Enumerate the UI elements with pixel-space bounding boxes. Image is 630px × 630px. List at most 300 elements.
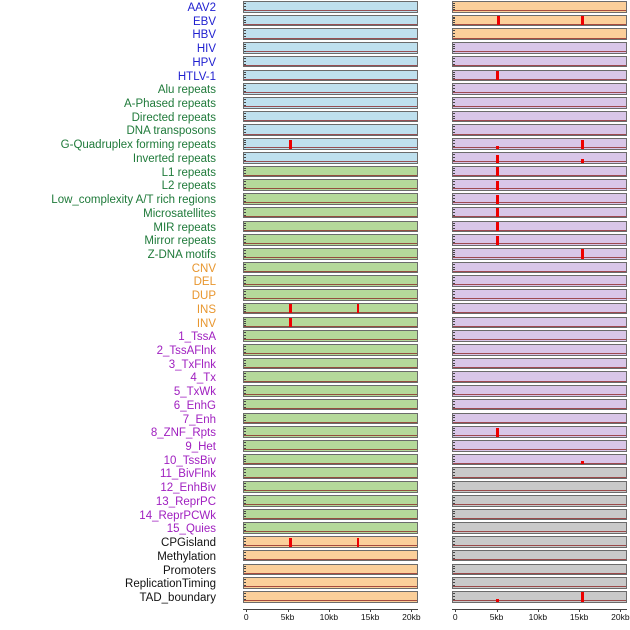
track-plot-area (244, 565, 417, 575)
y-tick-mark (244, 264, 246, 265)
y-tick-mark (244, 269, 246, 270)
y-tick-mark (453, 113, 455, 114)
y-tick-mark (453, 409, 455, 410)
y-tick-mark (244, 382, 246, 383)
x-tick-label: 5kb (280, 611, 295, 622)
y-tick-mark (453, 3, 455, 4)
y-tick-mark (244, 555, 246, 556)
x-tick-label: 20kb (402, 611, 421, 622)
track-left (243, 577, 418, 589)
track-left (243, 166, 418, 178)
y-tick-mark (244, 149, 246, 150)
track-plot-area (244, 304, 417, 314)
baseline (453, 271, 626, 272)
track-plot-area (244, 139, 417, 149)
y-tick-mark (244, 483, 246, 484)
y-tick-mark (244, 225, 246, 226)
track-right (452, 399, 627, 411)
y-tick-mark (244, 533, 246, 534)
track-plot-area (453, 208, 626, 218)
y-tick-mark (453, 184, 455, 185)
y-tick-mark (453, 541, 455, 542)
y-tick-mark (244, 313, 246, 314)
baseline (244, 298, 417, 299)
y-tick-mark (453, 319, 455, 320)
baseline (244, 326, 417, 327)
y-tick-mark (244, 72, 246, 73)
y-tick-mark (453, 313, 455, 314)
y-tick-mark (244, 6, 246, 7)
track-plot-area (244, 578, 417, 588)
baseline (453, 586, 626, 587)
track-plot-area (244, 290, 417, 300)
y-tick-mark (244, 478, 246, 479)
track-plot-area (244, 537, 417, 547)
track-plot-area (453, 98, 626, 108)
track-plot-area (453, 112, 626, 122)
track-plot-area (453, 276, 626, 286)
baseline (244, 271, 417, 272)
y-tick-mark (453, 390, 455, 391)
track-right (452, 440, 627, 452)
y-tick-mark (453, 36, 455, 37)
y-tick-mark (244, 3, 246, 4)
track-label: 11_BivFlnk (159, 468, 216, 481)
y-tick-mark (453, 297, 455, 298)
track-plot-area (453, 359, 626, 369)
track-label: 2_TssAFlnk (156, 345, 216, 357)
y-tick-mark (244, 560, 246, 561)
track-left (243, 248, 418, 260)
y-tick-mark (453, 459, 455, 460)
peak-bar (497, 16, 499, 25)
y-tick-mark (453, 66, 455, 67)
track-right (452, 207, 627, 219)
y-tick-mark (453, 552, 455, 553)
peak-bar (581, 592, 583, 601)
y-tick-mark (244, 132, 246, 133)
track-label: Alu repeats (157, 84, 216, 97)
track-plot-area (244, 222, 417, 232)
y-tick-mark (453, 76, 455, 77)
track-left (243, 15, 418, 27)
y-tick-mark (244, 571, 246, 572)
track-plot-area (244, 482, 417, 492)
track-plot-area (453, 496, 626, 506)
y-tick-mark (453, 44, 455, 45)
peak-bar (581, 249, 583, 258)
y-tick-mark (244, 355, 246, 356)
track-right (452, 385, 627, 397)
track-plot-area (453, 263, 626, 273)
y-tick-mark (244, 558, 246, 559)
y-tick-mark (244, 198, 246, 199)
track-plot-area (453, 249, 626, 259)
track-left (243, 28, 418, 40)
baseline (453, 367, 626, 368)
y-tick-mark (244, 30, 246, 31)
y-tick-mark (244, 327, 246, 328)
y-tick-mark (244, 365, 246, 366)
y-tick-mark (453, 300, 455, 301)
y-tick-mark (244, 201, 246, 202)
y-tick-mark (453, 593, 455, 594)
peak-bar (581, 140, 583, 149)
y-tick-mark (244, 434, 246, 435)
peak-bar (496, 146, 498, 148)
track-plot-area (453, 468, 626, 478)
y-tick-mark (244, 283, 246, 284)
baseline (244, 477, 417, 478)
y-tick-mark (453, 286, 455, 287)
track-label: L2 repeats (161, 180, 216, 193)
y-tick-mark (453, 483, 455, 484)
track-plot-area (453, 16, 626, 26)
y-tick-mark (244, 209, 246, 210)
track-left (243, 1, 418, 13)
track-label: 3_TxFlnk (168, 358, 216, 371)
y-tick-mark (244, 346, 246, 347)
y-tick-mark (244, 574, 246, 575)
y-tick-mark (244, 91, 246, 92)
y-tick-mark (244, 116, 246, 117)
y-tick-mark (453, 217, 455, 218)
y-tick-mark (453, 48, 455, 49)
y-tick-mark (453, 579, 455, 580)
baseline (453, 490, 626, 491)
track-label: INV (196, 317, 216, 330)
x-tick-label: 15kb (569, 611, 589, 622)
y-tick-mark (244, 360, 246, 361)
y-tick-mark (453, 341, 455, 342)
track-right (452, 509, 627, 521)
track-label: MIR repeats (153, 221, 216, 234)
track-label: Directed repeats (131, 111, 216, 124)
baseline (453, 435, 626, 436)
y-tick-mark (244, 500, 246, 501)
y-tick-mark (244, 181, 246, 182)
y-tick-mark (453, 126, 455, 127)
y-tick-mark (453, 445, 455, 446)
y-tick-mark (244, 9, 246, 10)
track-label: Mirror repeats (144, 235, 216, 248)
y-tick-mark (453, 250, 455, 251)
peak-bar (496, 195, 498, 204)
y-tick-mark (244, 341, 246, 342)
y-tick-mark (244, 596, 246, 597)
y-tick-mark (244, 423, 246, 424)
y-tick-mark (453, 201, 455, 202)
y-tick-mark (244, 250, 246, 251)
track-plot-area (453, 167, 626, 177)
track-plot-area (453, 537, 626, 547)
track-plot-area (244, 29, 417, 39)
track-left (243, 426, 418, 438)
y-tick-mark (244, 33, 246, 34)
baseline (453, 326, 626, 327)
y-tick-mark (244, 456, 246, 457)
x-tick-label: 20kb (611, 611, 630, 622)
y-tick-mark (244, 236, 246, 237)
track-right (452, 138, 627, 150)
y-tick-mark (244, 409, 246, 410)
y-tick-mark (453, 116, 455, 117)
track-label: 10_TssBiv (163, 454, 216, 467)
y-tick-mark (244, 51, 246, 52)
track-label: HIV (196, 43, 216, 56)
y-tick-mark (244, 307, 246, 308)
y-tick-mark (244, 321, 246, 322)
y-tick-mark (453, 72, 455, 73)
y-tick-mark (244, 407, 246, 408)
track-left (243, 495, 418, 507)
baseline (244, 175, 417, 176)
y-tick-mark (453, 99, 455, 100)
track-right (452, 234, 627, 246)
baseline (453, 381, 626, 382)
y-tick-mark (453, 74, 455, 75)
y-tick-mark (244, 286, 246, 287)
track-left (243, 564, 418, 576)
y-tick-mark (244, 253, 246, 254)
track-plot-area (244, 592, 417, 602)
y-tick-mark (453, 228, 455, 229)
y-tick-mark (244, 129, 246, 130)
track-plot-area (453, 139, 626, 149)
baseline (244, 463, 417, 464)
y-tick-mark (244, 417, 246, 418)
y-tick-mark (453, 157, 455, 158)
y-tick-mark (453, 346, 455, 347)
track-label: DEL (193, 276, 216, 289)
y-tick-mark (453, 12, 455, 13)
y-tick-mark (453, 500, 455, 501)
y-tick-mark (244, 379, 246, 380)
y-tick-mark (244, 195, 246, 196)
y-tick-mark (453, 78, 455, 79)
y-tick-mark (453, 486, 455, 487)
y-tick-mark (453, 530, 455, 531)
baseline (453, 408, 626, 409)
track-label: Promoters (162, 564, 216, 577)
y-tick-mark (453, 163, 455, 164)
track-plot-area (244, 84, 417, 94)
y-tick-mark (453, 423, 455, 424)
track-plot-area (244, 372, 417, 382)
baseline (453, 298, 626, 299)
y-tick-mark (244, 544, 246, 545)
y-tick-mark (453, 566, 455, 567)
track-right (452, 564, 627, 576)
y-tick-mark (244, 588, 246, 589)
left-panel (243, 0, 418, 605)
x-axis-line (452, 609, 627, 610)
track-label: DUP (191, 290, 216, 303)
baseline (244, 10, 417, 11)
track-left (243, 399, 418, 411)
y-tick-mark (453, 602, 455, 603)
y-tick-mark (453, 363, 455, 364)
baseline (453, 120, 626, 121)
track-plot-area (453, 551, 626, 561)
y-tick-mark (453, 239, 455, 240)
track-plot-area (244, 153, 417, 163)
track-plot-area (244, 249, 417, 259)
track-plot-area (453, 43, 626, 53)
y-tick-mark (244, 121, 246, 122)
y-tick-mark (244, 393, 246, 394)
y-tick-mark (244, 94, 246, 95)
y-tick-mark (244, 157, 246, 158)
track-right (452, 426, 627, 438)
baseline (244, 284, 417, 285)
y-tick-mark (453, 280, 455, 281)
track-plot-area (453, 194, 626, 204)
baseline (453, 230, 626, 231)
y-tick-mark (244, 445, 246, 446)
track-left (243, 481, 418, 493)
y-tick-mark (453, 33, 455, 34)
y-tick-mark (453, 382, 455, 383)
y-tick-mark (244, 311, 246, 312)
baseline (453, 545, 626, 546)
baseline (244, 161, 417, 162)
y-tick-mark (453, 168, 455, 169)
track-left (243, 467, 418, 479)
y-tick-mark (453, 538, 455, 539)
y-tick-mark (244, 300, 246, 301)
peak-bar (581, 16, 583, 25)
baseline (453, 216, 626, 217)
y-tick-mark (453, 492, 455, 493)
y-tick-mark (244, 547, 246, 548)
baseline (244, 449, 417, 450)
y-tick-mark (453, 574, 455, 575)
track-label: INS (196, 303, 216, 316)
y-tick-mark (453, 132, 455, 133)
track-plot-area (244, 57, 417, 67)
x-tick-label: 0 (452, 611, 458, 622)
y-tick-mark (453, 91, 455, 92)
y-tick-mark (453, 335, 455, 336)
baseline (453, 65, 626, 66)
baseline (453, 106, 626, 107)
y-tick-mark (453, 519, 455, 520)
track-right (452, 344, 627, 356)
peak-bar (357, 538, 359, 547)
y-tick-mark (453, 435, 455, 436)
y-tick-mark (453, 170, 455, 171)
track-label: G-Quadruplex forming repeats (60, 139, 216, 152)
y-tick-mark (453, 242, 455, 243)
y-tick-mark (453, 225, 455, 226)
y-tick-mark (244, 472, 246, 473)
track-right (452, 28, 627, 40)
y-tick-mark (453, 146, 455, 147)
y-tick-mark (453, 190, 455, 191)
baseline (244, 559, 417, 560)
baseline (453, 175, 626, 176)
peak-bar (289, 304, 291, 313)
track-plot-area (244, 167, 417, 177)
track-right (452, 262, 627, 274)
peak-bar (289, 538, 291, 547)
x-tick-label: 5kb (489, 611, 504, 622)
y-tick-mark (453, 80, 455, 81)
y-tick-mark (453, 88, 455, 89)
y-tick-mark (453, 396, 455, 397)
y-tick-mark (453, 256, 455, 257)
y-tick-mark (244, 585, 246, 586)
y-tick-mark (453, 588, 455, 589)
y-tick-mark (244, 404, 246, 405)
y-tick-mark (453, 94, 455, 95)
track-left (243, 344, 418, 356)
track-plot-area (453, 441, 626, 451)
track-left (243, 152, 418, 164)
y-tick-mark (453, 332, 455, 333)
y-tick-mark (453, 464, 455, 465)
track-left (243, 70, 418, 82)
y-tick-mark (244, 190, 246, 191)
peak-bar (496, 222, 498, 231)
y-tick-mark (244, 566, 246, 567)
track-plot-area (244, 331, 417, 341)
y-tick-mark (453, 568, 455, 569)
track-left (243, 221, 418, 233)
y-tick-mark (244, 256, 246, 257)
y-tick-mark (244, 373, 246, 374)
y-tick-mark (244, 25, 246, 26)
track-right (452, 56, 627, 68)
y-tick-mark (244, 245, 246, 246)
y-tick-mark (453, 102, 455, 103)
baseline (453, 147, 626, 148)
y-tick-mark (244, 415, 246, 416)
track-plot-area (244, 125, 417, 135)
y-tick-mark (244, 461, 246, 462)
track-plot-area (453, 372, 626, 382)
y-tick-mark (244, 387, 246, 388)
track-plot-area (453, 125, 626, 135)
y-tick-mark (244, 217, 246, 218)
track-left (243, 111, 418, 123)
y-tick-mark (244, 105, 246, 106)
y-tick-mark (244, 12, 246, 13)
track-plot-area (453, 153, 626, 163)
track-left (243, 330, 418, 342)
baseline (453, 600, 626, 601)
track-left (243, 262, 418, 274)
track-label: CNV (191, 262, 216, 275)
y-tick-mark (453, 204, 455, 205)
y-tick-mark (453, 272, 455, 273)
track-plot-area (453, 510, 626, 520)
y-tick-mark (244, 144, 246, 145)
y-tick-mark (453, 415, 455, 416)
track-plot-area (244, 441, 417, 451)
track-left (243, 371, 418, 383)
y-tick-mark (244, 527, 246, 528)
baseline (453, 394, 626, 395)
track-right (452, 42, 627, 54)
y-tick-mark (453, 360, 455, 361)
y-tick-mark (453, 437, 455, 438)
track-plot-area (453, 71, 626, 81)
y-tick-mark (453, 254, 455, 255)
baseline (453, 79, 626, 80)
track-plot-area (453, 578, 626, 588)
